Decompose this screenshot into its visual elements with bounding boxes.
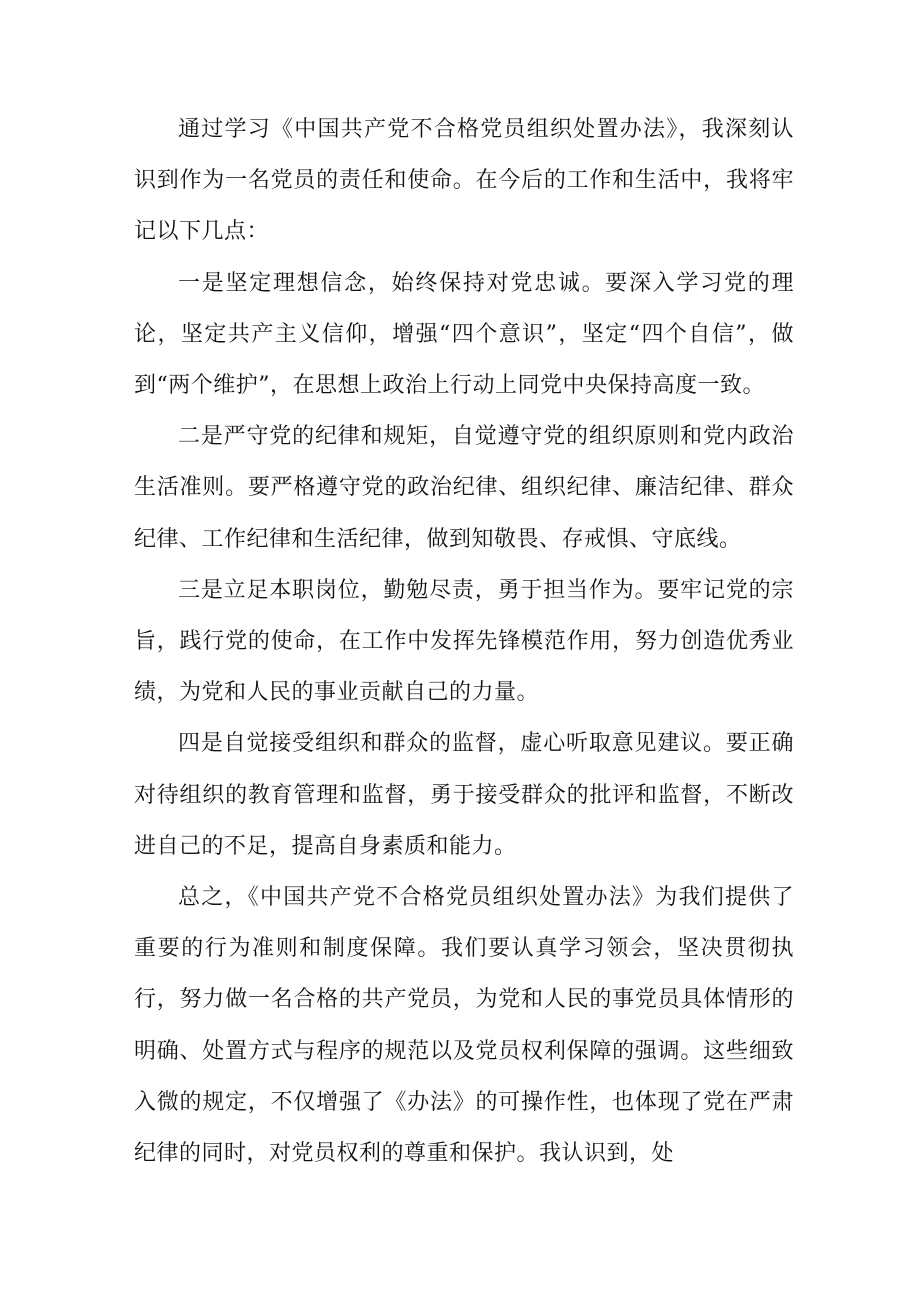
paragraph-point-three: 三是立足本职岗位，勤勉尽责，勇于担当作为。要牢记党的宗旨，践行党的使命，在工作中发挥先锋模范作用，努力创造优秀业绩，为党和人民的事业贡献自己的力量。 [134,577,794,706]
paragraph-point-two: 二是严守党的纪律和规矩，自觉遵守党的组织原则和党内政治生活准则。要严格遵守党的政治纪律、组织纪律、廉洁纪律、群众纪律、工作纪律和生活纪律，做到知敬畏、存戒惧、守底线。 [134,424,794,552]
paragraph-point-four: 四是自觉接受组织和群众的监督，虚心听取意见建议。要正确对待组织的教育管理和监督，勇于接受群众的批评和监督，不断改进自己的不足，提高自身素质和能力。 [134,731,794,859]
paragraph-point-one: 一是坚定理想信念，始终保持对党忠诚。要深入学习党的理论，坚定共产主义信仰，增强“四个意识”，坚定“四个自信”，做到“两个维护”，在思想上政治上行动上同党中央保持高度一致。 [134,270,794,399]
paragraph-summary: 总之，《中国共产党不合格党员组织处置办法》为我们提供了重要的行为准则和制度保障。我们要认真学习领会，坚决贯彻执行，努力做一名合格的共产党员，为党和人民的事党员具体情形的明确、处置方式与程序的规范以及党员权利保障的强调。这些细致入微的规定，不仅增强了《办法》的可操作性，也体现了党在严肃纪律的同时，对党员权利的尊重和保护。我认识到，处 [134,885,794,1167]
paragraph-intro: 通过学习《中国共产党不合格党员组织处置办法》，我深刻认识到作为一名党员的责任和使命。在今后的工作和生活中，我将牢记以下几点： [134,117,794,245]
document-body [134,104,794,1179]
